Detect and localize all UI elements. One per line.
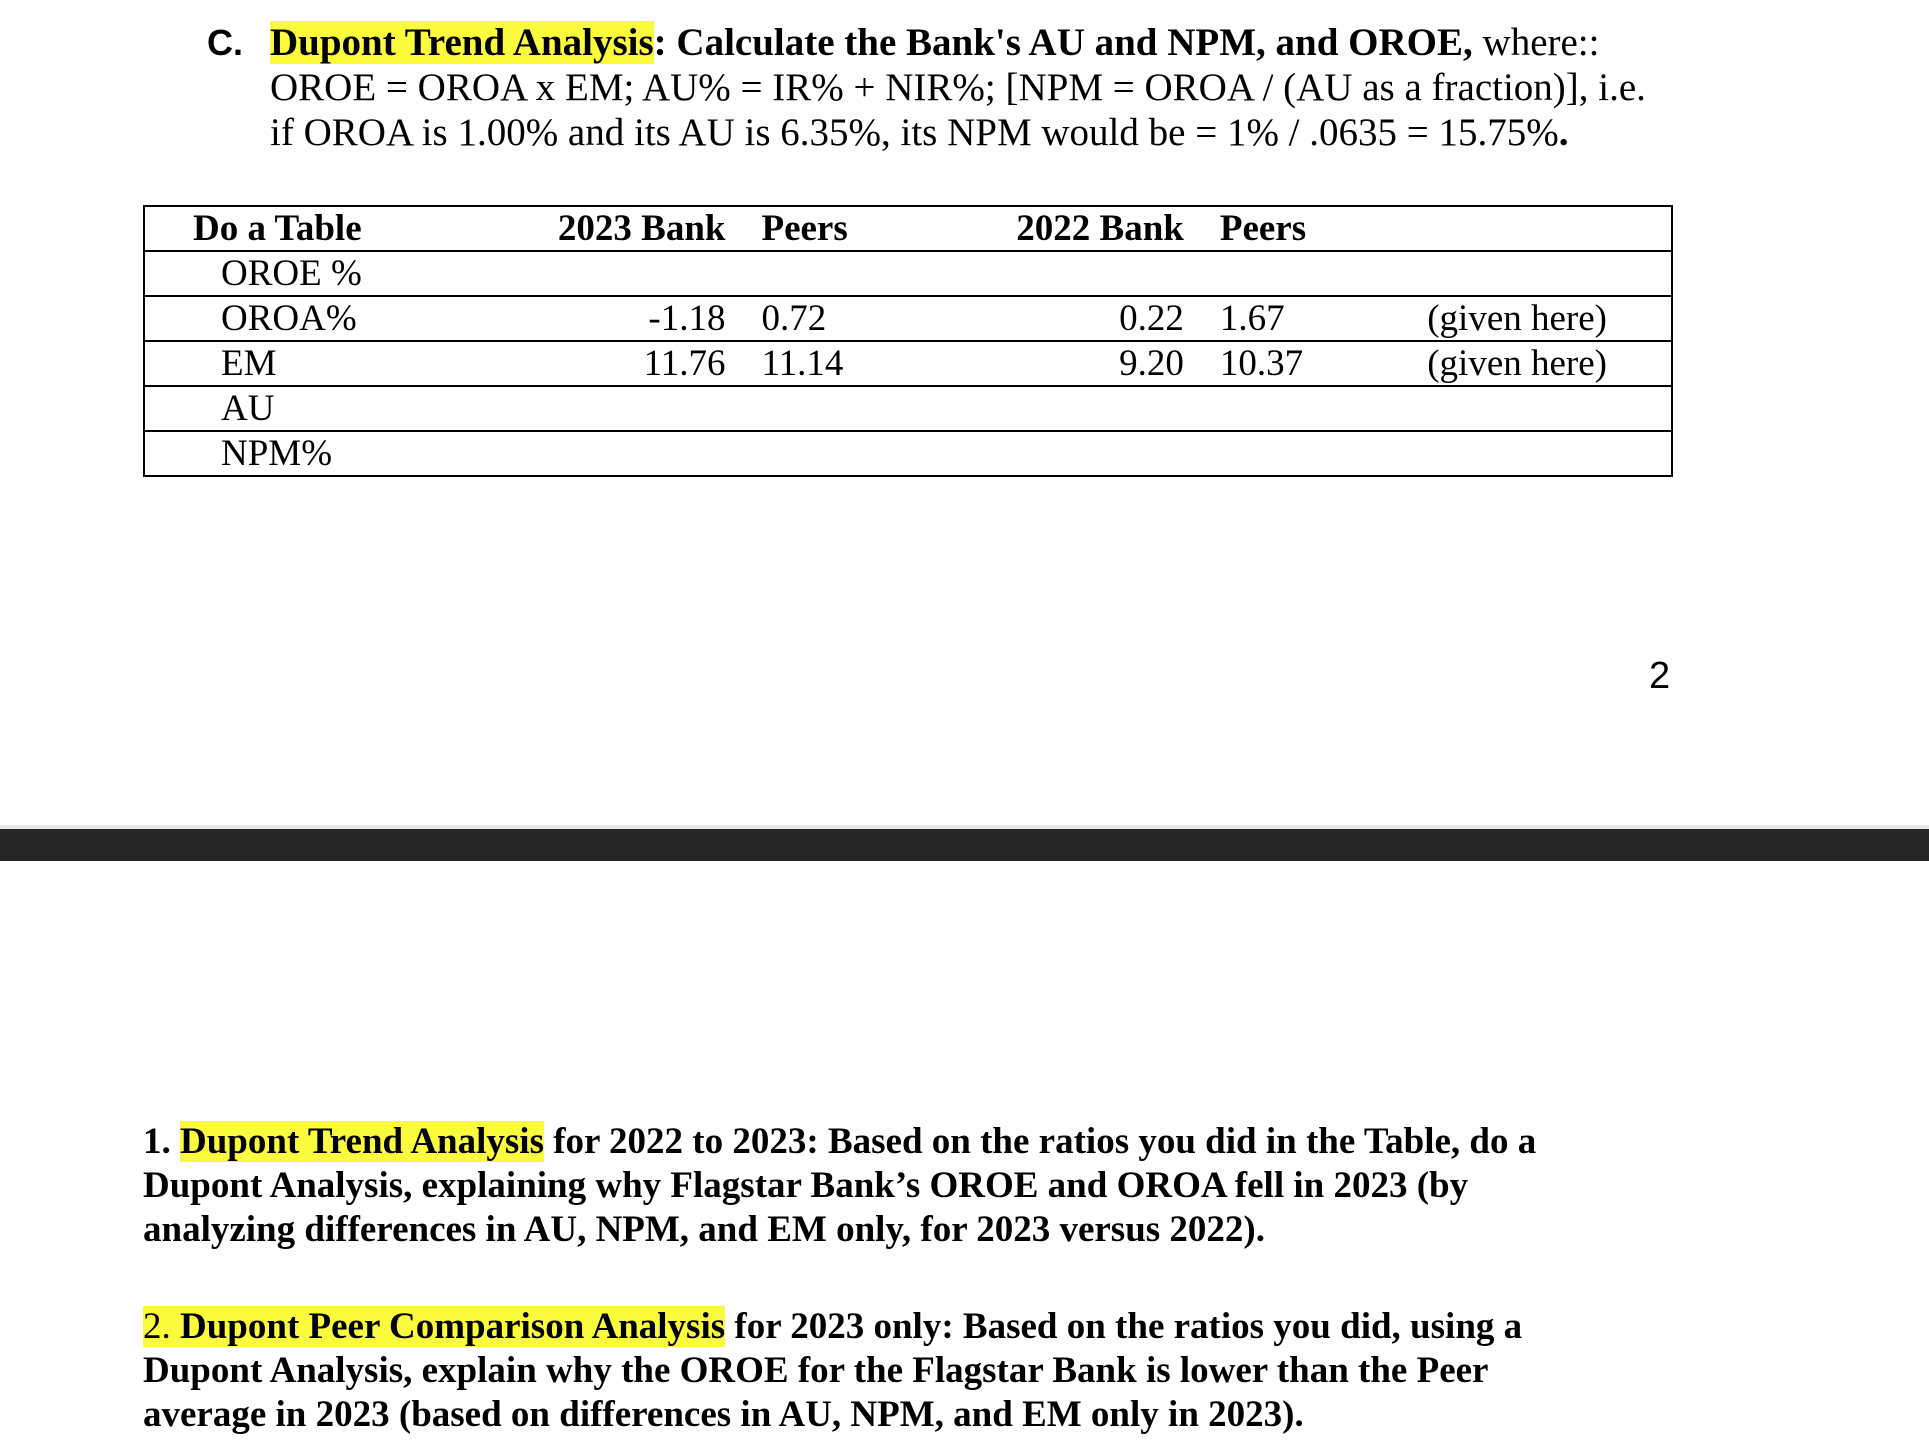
section-c-line-2: OROE = OROA x EM; AU% = IR% + NIR%; [NPM = OROA / (AU as a fraction)], i.e. bbox=[270, 66, 1646, 109]
question-1-line-1 bbox=[143, 1120, 1536, 1164]
bank-2023-cell bbox=[510, 386, 749, 431]
bank-2022-cell bbox=[951, 431, 1208, 476]
section-c-line-3-text: if OROA is 1.00% and its AU is 6.35%, its NPM would be = 1% / .0635 = 15.75% bbox=[270, 111, 1559, 154]
peers-2022-cell bbox=[1208, 386, 1427, 431]
question-2-line-3: average in 2023 (based on differences in AU, NPM, and EM only in 2023). bbox=[143, 1394, 1304, 1435]
row-label: OROE % bbox=[144, 251, 510, 296]
header-label: Do a Table bbox=[144, 206, 510, 251]
table-row bbox=[144, 386, 1672, 431]
note-cell bbox=[1427, 386, 1672, 431]
peers-2023-cell bbox=[749, 386, 950, 431]
question-2-line-1 bbox=[143, 1305, 1522, 1349]
bank-2022-cell: 9.20 bbox=[951, 341, 1208, 386]
header-2023-peers: Peers bbox=[749, 206, 950, 251]
section-c-line-3 bbox=[270, 110, 1646, 155]
note-cell: (given here) bbox=[1427, 341, 1672, 386]
row-label: EM bbox=[144, 341, 510, 386]
bank-2022-cell bbox=[951, 386, 1208, 431]
question-1 bbox=[143, 1120, 1536, 1252]
question-2-line-2: Dupont Analysis, explain why the OROE for the Flagstar Bank is lower than the Peer bbox=[143, 1350, 1489, 1391]
table-row bbox=[144, 296, 1672, 341]
section-c-title-tail: where:: bbox=[1472, 21, 1600, 64]
row-label: AU bbox=[144, 386, 510, 431]
question-2-line-1-rest: for 2023 only: Based on the ratios you did, using a bbox=[725, 1306, 1523, 1347]
peers-2022-cell: 1.67 bbox=[1208, 296, 1427, 341]
question-2-number: 2. bbox=[143, 1306, 180, 1347]
peers-2023-cell bbox=[749, 251, 950, 296]
row-label: NPM% bbox=[144, 431, 510, 476]
peers-2023-cell: 0.72 bbox=[749, 296, 950, 341]
section-c-line-3-end: . bbox=[1558, 111, 1569, 154]
peers-2022-cell bbox=[1208, 251, 1427, 296]
row-label: OROA% bbox=[144, 296, 510, 341]
header-2023-bank: 2023 Bank bbox=[510, 206, 749, 251]
section-c-line-1 bbox=[270, 20, 1646, 65]
section-c-title-rest: : Calculate the Bank's AU and NPM, and OROE, bbox=[653, 21, 1473, 64]
section-c-instructions bbox=[207, 20, 1646, 155]
bank-2023-cell bbox=[510, 251, 749, 296]
question-2-highlight: Dupont Peer Comparison Analysis bbox=[180, 1306, 726, 1347]
peers-2022-cell: 10.37 bbox=[1208, 341, 1427, 386]
question-2 bbox=[143, 1305, 1522, 1437]
header-note bbox=[1427, 206, 1672, 251]
bank-2023-cell bbox=[510, 431, 749, 476]
question-1-line-2: Dupont Analysis, explaining why Flagstar Bank’s OROE and OROA fell in 2023 (by bbox=[143, 1165, 1469, 1206]
question-2-highlight-group bbox=[143, 1306, 725, 1347]
bank-2022-cell bbox=[951, 251, 1208, 296]
note-cell bbox=[1427, 251, 1672, 296]
bank-2023-cell: 11.76 bbox=[510, 341, 749, 386]
question-1-number: 1. bbox=[143, 1121, 180, 1162]
page-divider bbox=[0, 829, 1929, 861]
question-1-highlight: Dupont Trend Analysis bbox=[180, 1121, 544, 1162]
dupont-table bbox=[143, 205, 1673, 477]
page-number: 2 bbox=[1649, 655, 1671, 697]
section-c-title-highlight: Dupont Trend Analysis bbox=[270, 21, 654, 64]
question-1-line-1-rest: for 2022 to 2023: Based on the ratios you did in the Table, do a bbox=[543, 1121, 1537, 1162]
bank-2022-cell: 0.22 bbox=[951, 296, 1208, 341]
table-row bbox=[144, 341, 1672, 386]
table-row bbox=[144, 431, 1672, 476]
header-2022-bank: 2022 Bank bbox=[951, 206, 1208, 251]
bank-2023-cell: -1.18 bbox=[510, 296, 749, 341]
note-cell bbox=[1427, 431, 1672, 476]
note-cell: (given here) bbox=[1427, 296, 1672, 341]
peers-2022-cell bbox=[1208, 431, 1427, 476]
peers-2023-cell bbox=[749, 431, 950, 476]
header-2022-peers: Peers bbox=[1208, 206, 1427, 251]
table-header-row bbox=[144, 206, 1672, 251]
question-1-line-3: analyzing differences in AU, NPM, and EM only, for 2023 versus 2022). bbox=[143, 1209, 1265, 1250]
table-row bbox=[144, 251, 1672, 296]
peers-2023-cell: 11.14 bbox=[749, 341, 950, 386]
section-marker: C. bbox=[207, 22, 243, 63]
